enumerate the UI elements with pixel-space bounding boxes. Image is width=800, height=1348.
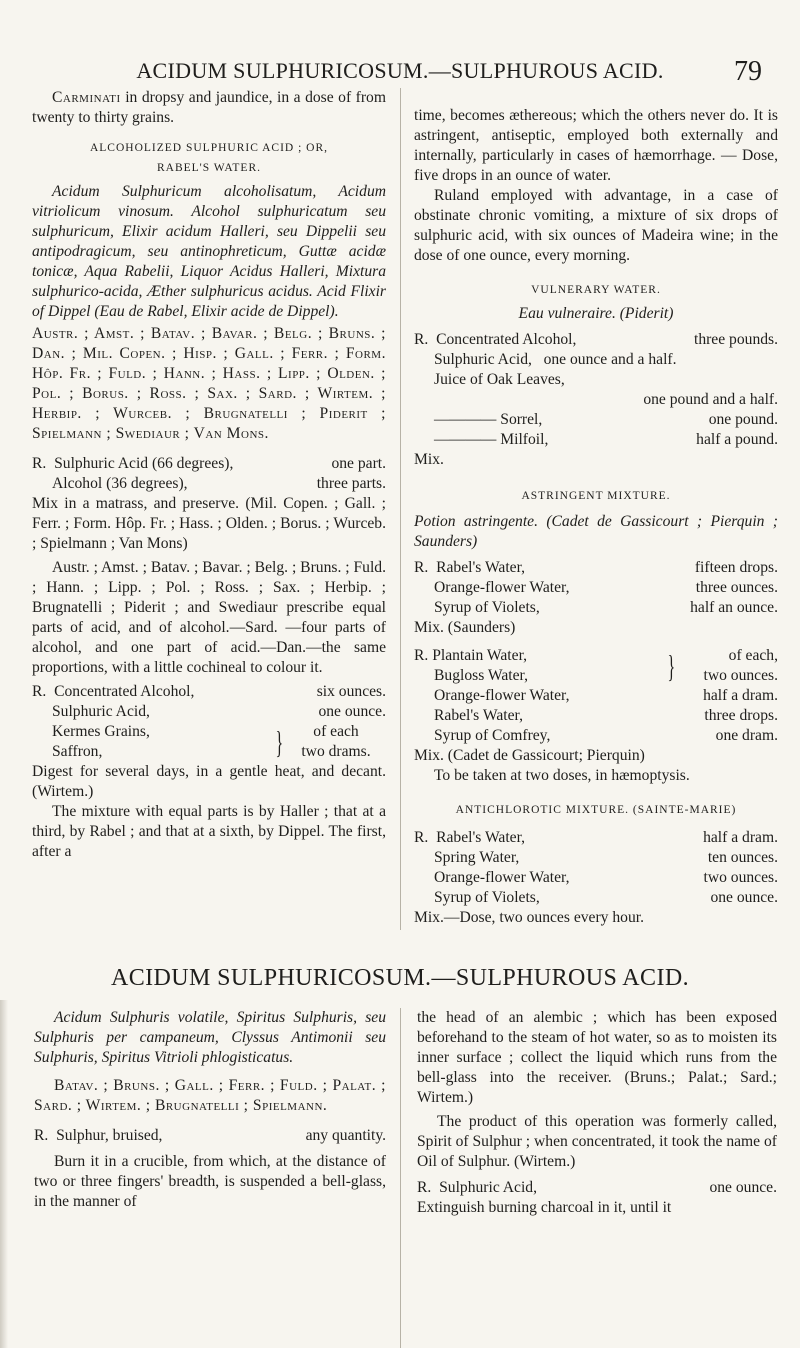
recipe-line: R. Concentrated Alcohol, six ounces.	[32, 683, 386, 700]
right-column	[414, 106, 778, 928]
recipe-line: Juice of Oak Leaves,	[434, 371, 565, 388]
recipe-line: Orange-flower Water, half a dram.	[434, 687, 778, 704]
brace-glyph: }	[667, 648, 676, 684]
mixture-paragraph: The mixture with equal parts is by Haller ; that at a third, by Rabel ; and that at a sixth, by Dippel. The first, after a	[32, 803, 386, 860]
heading-antichlorotic: ANTICHLOROTIC MIXTURE. (SAINTE-MARIE)	[455, 804, 737, 816]
synonyms-paragraph: Acidum Sulphuricum alcoholisatum, Acidum vitriolicum vinosum. Alcohol sulphuricatum seu sulphuricum, Elixir acidum Halleri, seu Dippelii seu antipodragicum, seu antinophreticum, Guttæ acidæ tonicæ, Aqua Rabelii, Liquor Acidus Halleri, Mixtura sulphurico-acida, Æther sulphuricus acidus. Acid Flixir of Dippel (Eau de Rabel, Elixir acide de Dippel).	[32, 183, 386, 320]
dosage-note: To be taken at two doses, in hæmoptysis.	[434, 767, 690, 784]
continuation-paragraph: time, becomes æthereous; which the others never do. It is astringent, antiseptic, employed both externally and internally, particularly in cases of hæmorrhage. — Dose, five drops in an ounce of water.	[414, 107, 778, 184]
section-heading: ACIDUM SULPHURICOSUM.—SULPHUROUS ACID.	[111, 965, 689, 991]
extinguish-instruction: Extinguish burning charcoal in it, until it	[417, 1199, 672, 1216]
recipe-line: Sulphuric Acid, one ounce.	[52, 703, 386, 720]
recipe-line: one pound and a half.	[643, 391, 778, 408]
running-head: ACIDUM SULPHURICOSUM.—SULPHUROUS ACID.	[136, 58, 664, 83]
recipe-line: ———— Sorrel, one pound.	[434, 411, 778, 428]
recipe-line: R. Rabel's Water, half a dram.	[414, 829, 778, 846]
digest-instruction: Digest for several days, in a gentle heat, and decant. (Wirtem.)	[32, 763, 386, 800]
sources-list-2: Austr. ; Amst. ; Batav. ; Bavar. ; Belg. ; Bruns. ; Fuld. ; Hann. ; Lipp. ; Pol. ; Ross. ; Sax. ; Herbip. ; Brugnatelli ; Piderit ; and Swediaur prescribe equal parts of acid, and of alcohol.—Sard. —four parts of alcohol, and one part of acid.—Dan.—the same proportions, with a little cochineal to colour it.	[32, 559, 386, 676]
mix-instruction: Mix in a matrass, and preserve. (Mil. Copen. ; Gall. ; Ferr. ; Form. Hôp. Fr. ; Hass. ; Olden. ; Borus. ; Wurceb. ; Spielmann ; Van Mons)	[32, 495, 386, 552]
heading-rabels-water: RABEL'S WATER.	[156, 162, 262, 174]
braced-recipe-group: Kermes Grains, Saffron, } of each two drams.	[52, 723, 371, 760]
recipe-line: Orange-flower Water, three ounces.	[434, 579, 778, 596]
mix-instruction: Mix. (Saunders)	[414, 619, 516, 636]
product-paragraph: The product of this operation was formerly called, Spirit of Sulphur ; when concentrated, it took the name of Oil of Sulphur. (Wirtem.)	[417, 1113, 777, 1170]
recipe-line: R. Sulphuric Acid (66 degrees), one part.	[32, 455, 386, 472]
carminati-paragraph: Carminati in dropsy and jaundice, in a dose of from twenty to thirty grains.	[32, 89, 386, 126]
synonyms-paragraph: Acidum Sulphuris volatile, Spiritus Sulphuris, seu Sulphuris per campaneum, Clyssus Antimonii seu Sulphuris, Spiritus Vitrioli phlogisticatus.	[34, 1009, 386, 1066]
page-fold-shadow	[0, 1000, 8, 1348]
sources-list-1: Austr. ; Amst. ; Batav. ; Bavar. ; Belg. ; Bruns. ; Dan. ; Mil. Copen. ; Hisp. ; Gall. ; Ferr. ; Form. Hôp. Fr. ; Fuld. ; Hann. ; Hass. ; Lipp. ; Olden. ; Pol. ; Borus. ; Ross. ; Sax. ; Sard. ; Wirtem. ; Herbip. ; Wurceb. ; Brugnatelli ; Piderit ; Spielmann ; Swediaur ; Van Mons.	[32, 325, 386, 442]
heading-alcoholized: ALCOHOLIZED SULPHURIC ACID ; OR,	[89, 142, 329, 154]
left-column	[32, 88, 386, 862]
mix-instruction: Mix.—Dose, two ounces every hour.	[414, 909, 644, 926]
brace-glyph: }	[275, 724, 284, 760]
vulnerary-subheading: Eau vulneraire. (Piderit)	[518, 305, 674, 322]
recipe-line: Syrup of Violets, half an ounce.	[434, 599, 778, 616]
bottom-right-column	[417, 1008, 777, 1218]
column-divider	[400, 1008, 401, 1348]
mix-instruction: Mix. (Cadet de Gassicourt; Pierquin)	[414, 747, 645, 764]
continuation-paragraph: the head of an alembic ; which has been exposed beforehand to the steam of hot water, so as to moisten its inner surface ; collect the liquid which runs from the bell-glass into the receiver. (Bruns.; Palat.; Sard.; Wirtem.)	[417, 1009, 777, 1106]
recipe-line: Orange-flower Water, two ounces.	[434, 869, 778, 886]
recipe-line: Syrup of Violets, one ounce.	[434, 889, 778, 906]
recipe-line: R. Concentrated Alcohol, three pounds.	[414, 331, 778, 348]
astringent-subheading: Potion astringente. (Cadet de Gassicourt ; Pierquin ; Saunders)	[414, 513, 778, 550]
recipe-line: Syrup of Comfrey, one dram.	[434, 727, 778, 744]
ruland-paragraph: Ruland employed with advantage, in a case of obstinate chronic vomiting, a mixture of six drops of sulphuric acid, with six ounces of Madeira wine; in the dose of one ounce, every morning.	[414, 187, 778, 264]
sources-list: Batav. ; Bruns. ; Gall. ; Ferr. ; Fuld. ; Palat. ; Sard. ; Wirtem. ; Brugnatelli ; Spielmann.	[34, 1077, 386, 1114]
column-divider	[400, 88, 401, 930]
recipe-line: ———— Milfoil, half a pound.	[434, 431, 778, 448]
heading-vulnerary-water: VULNERARY WATER.	[531, 284, 661, 296]
page-number: 79	[734, 56, 762, 87]
recipe-line: Rabel's Water, three drops.	[434, 707, 778, 724]
recipe-line: Alcohol (36 degrees), three parts.	[52, 475, 386, 492]
braced-recipe-group: R. Plantain Water, Bugloss Water, } of each, two ounces.	[414, 647, 778, 684]
recipe-line: Spring Water, ten ounces.	[434, 849, 778, 866]
burn-instruction: Burn it in a crucible, from which, at the distance of two or three fingers' breadth, is suspended a bell-glass, in the manner of	[34, 1153, 386, 1210]
recipe-line: R. Sulphur, bruised, any quantity.	[34, 1127, 386, 1144]
recipe-line: Sulphuric Acid, one ounce and a half.	[434, 351, 677, 368]
heading-astringent-mixture: ASTRINGENT MIXTURE.	[521, 490, 671, 502]
bottom-left-column	[34, 1008, 386, 1212]
mix-instruction: Mix.	[414, 451, 444, 468]
recipe-line: R. Rabel's Water, fifteen drops.	[414, 559, 778, 576]
recipe-line: R. Sulphuric Acid, one ounce.	[417, 1179, 777, 1196]
